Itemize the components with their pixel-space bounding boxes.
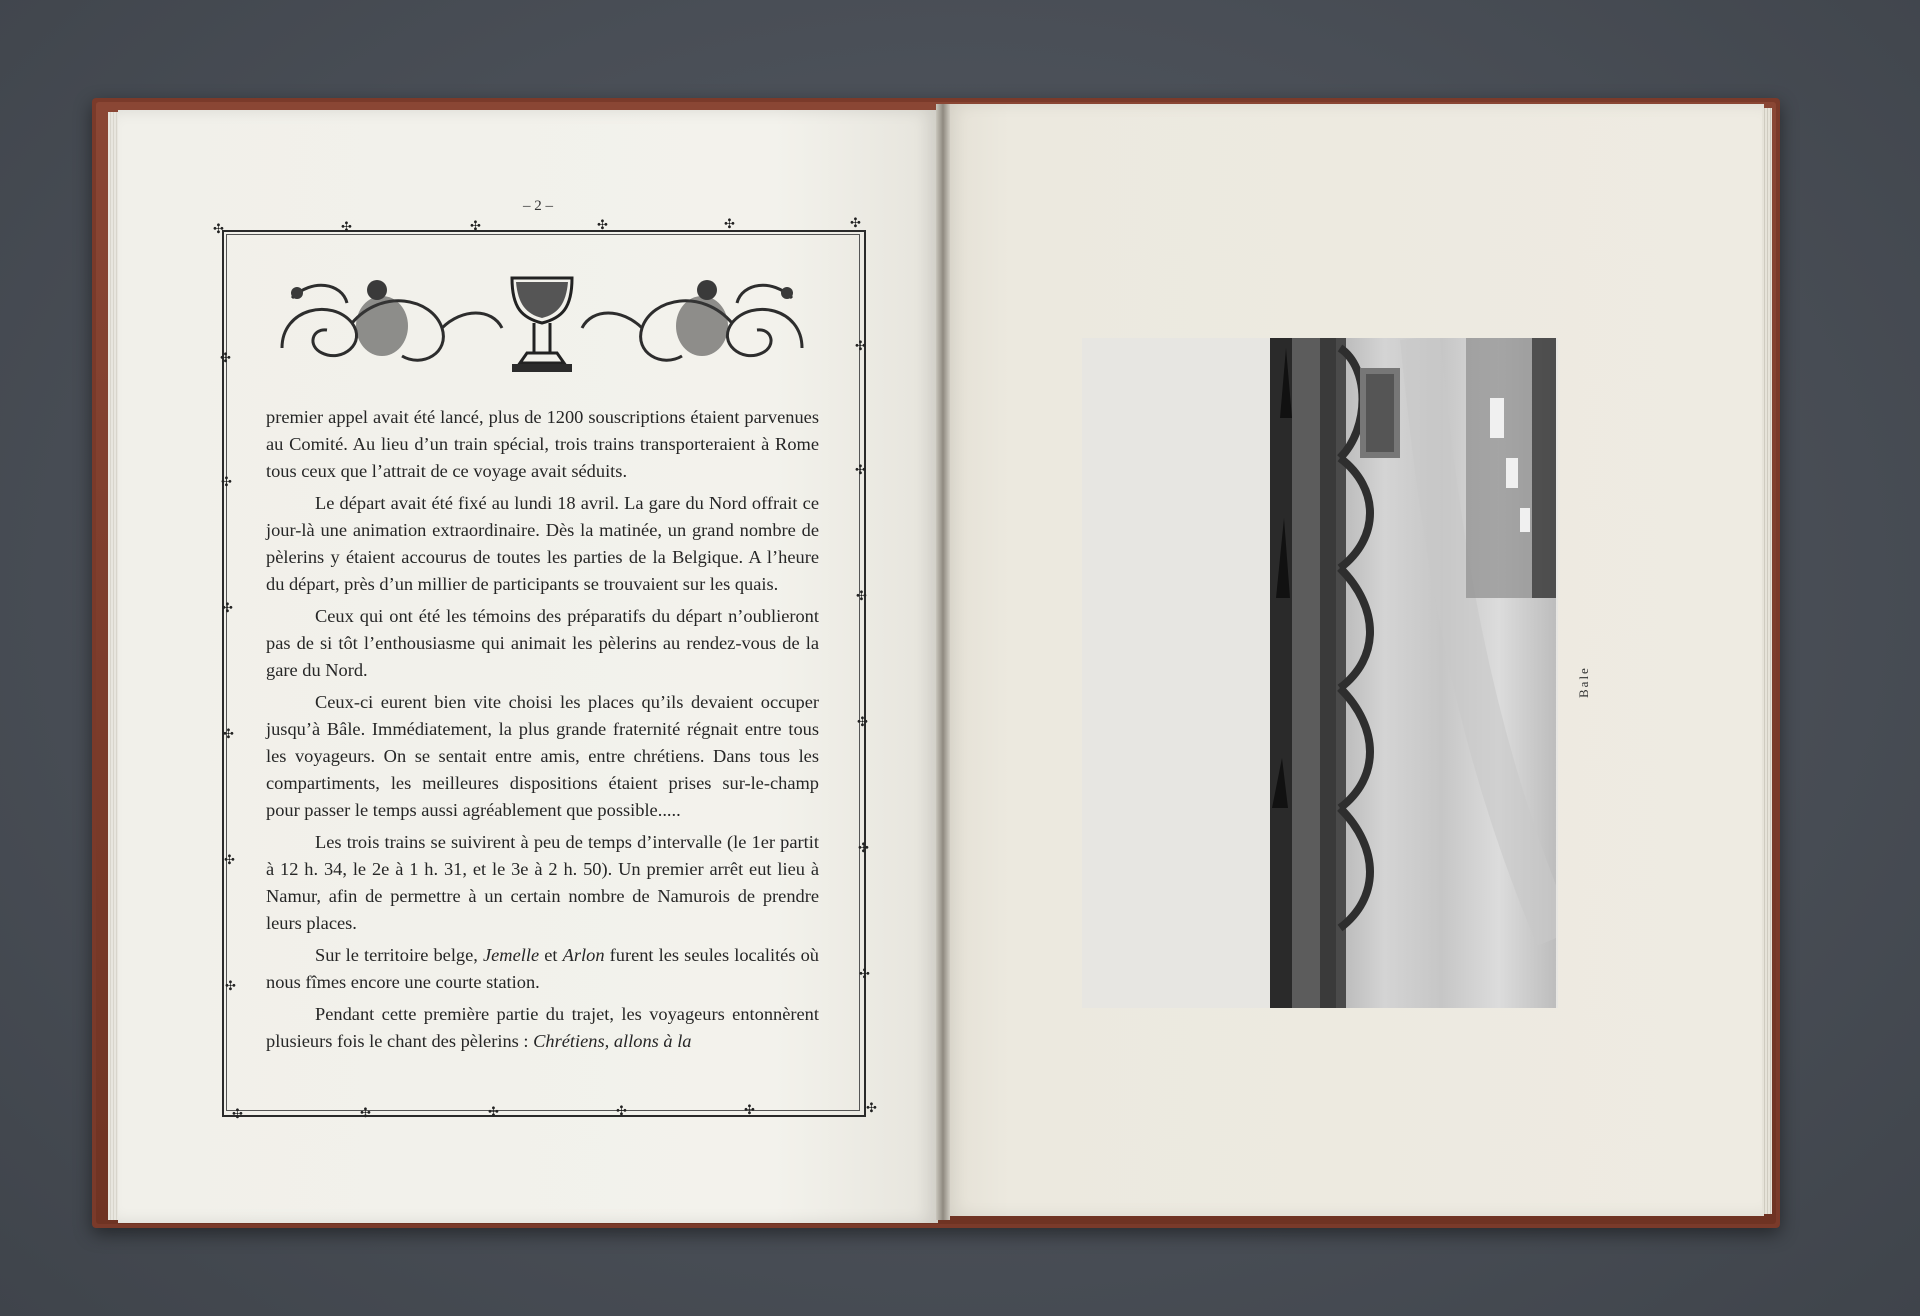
fleuron-icon: ✣: [616, 1104, 627, 1119]
fleuron-icon: ✣: [224, 853, 235, 868]
page-block-edge-right: [1762, 108, 1772, 1214]
song-title: Chrétiens, allons à la: [533, 1031, 692, 1051]
fleuron-icon: ✣: [855, 463, 866, 478]
paragraph: [266, 942, 819, 996]
fleuron-icon: ✣: [232, 1107, 243, 1122]
fleuron-icon: ✣: [859, 967, 870, 982]
fleuron-icon: ✣: [866, 1101, 877, 1116]
paragraph-text: Sur le territoire belge,: [315, 945, 483, 965]
paragraph: Ceux-ci eurent bien vite choisi les places qu’ils devaient occuper jusqu’à Bâle. Immédiatement, la plus grande fraternité régnait entre tous les voyageurs. On se sentait entre amis, entre chrétiens. Dans tous les compartiments, les meilleures dispositions étaient prises sur-le-champ pour passer le temps aussi agréablement que possible.....: [266, 692, 819, 820]
fleuron-icon: ✣: [341, 220, 352, 235]
fleuron-icon: ✣: [220, 351, 231, 366]
paragraph: premier appel avait été lancé, plus de 1200 souscriptions étaient parvenues au Comité. Au lieu d’un train spécial, trois trains transporteraient à Rome tous ceux que l’attrait de ce voyage avait séduits.: [266, 407, 819, 481]
fleuron-icon: ✣: [488, 1105, 499, 1120]
fleuron-icon: ✣: [223, 727, 234, 742]
paragraph: Les trois trains se suivirent à peu de temps d’intervalle (le 1er partit à 12 h. 34, le 2e à 1 h. 31, et le 3e à 2 h. 50). Un premier arrêt eut lieu à Namur, afin de permettre à un certain nombre de Namurois de prendre leurs places.: [266, 832, 819, 933]
fleuron-icon: ✣: [597, 218, 608, 233]
photo-caption: Bale: [1576, 666, 1591, 698]
fleuron-icon: ✣: [225, 979, 236, 994]
photograph-drawing: [1270, 338, 1556, 1008]
paragraph: Ceux qui ont été les témoins des préparatifs du départ n’oublieront pas de si tôt l’enthousiasme qui animait les pèlerins au rendez-vous de la gare du Nord.: [266, 606, 819, 680]
fleuron-icon: ✣: [856, 589, 867, 604]
fleuron-icon: ✣: [221, 475, 232, 490]
paragraph: [266, 1001, 819, 1055]
fleuron-icon: ✣: [850, 216, 861, 231]
body-text: [266, 404, 819, 1060]
paragraph-text: furent les seules localités où nous fîmes encore une courte station.: [266, 945, 819, 992]
fleuron-icon: ✣: [724, 217, 735, 232]
paragraph-text: et: [539, 945, 563, 965]
place-name-arlon: Arlon: [562, 945, 605, 965]
fleuron-icon: ✣: [857, 715, 868, 730]
scrollwork-headpiece-icon: [272, 268, 812, 380]
fleuron-icon: ✣: [213, 222, 224, 237]
fleuron-icon: ✣: [858, 841, 869, 856]
bridge-river-photograph-icon: [1270, 338, 1556, 1008]
book-gutter: [936, 104, 950, 1220]
fleuron-icon: ✣: [470, 219, 481, 234]
fleuron-icon: ✣: [360, 1106, 371, 1121]
fleuron-icon: ✣: [222, 601, 233, 616]
fleuron-icon: ✣: [744, 1103, 755, 1118]
fleuron-icon: ✣: [855, 339, 866, 354]
paragraph-text: Pendant cette première partie du trajet, les voyageurs entonnèrent plusieurs fois le chant des pèlerins :: [266, 1004, 819, 1051]
paragraph: Le départ avait été fixé au lundi 18 avril. La gare du Nord offrait ce jour-là une animation extraordinaire. Dès la matinée, un grand nombre de pèlerins y étaient accourus de toutes les parties de la Belgique. A l’heure du départ, près d’un millier de participants se trouvaient sur les quais.: [266, 493, 819, 594]
page-number: – 2 –: [523, 198, 553, 214]
place-name-jemelle: Jemelle: [482, 945, 540, 965]
